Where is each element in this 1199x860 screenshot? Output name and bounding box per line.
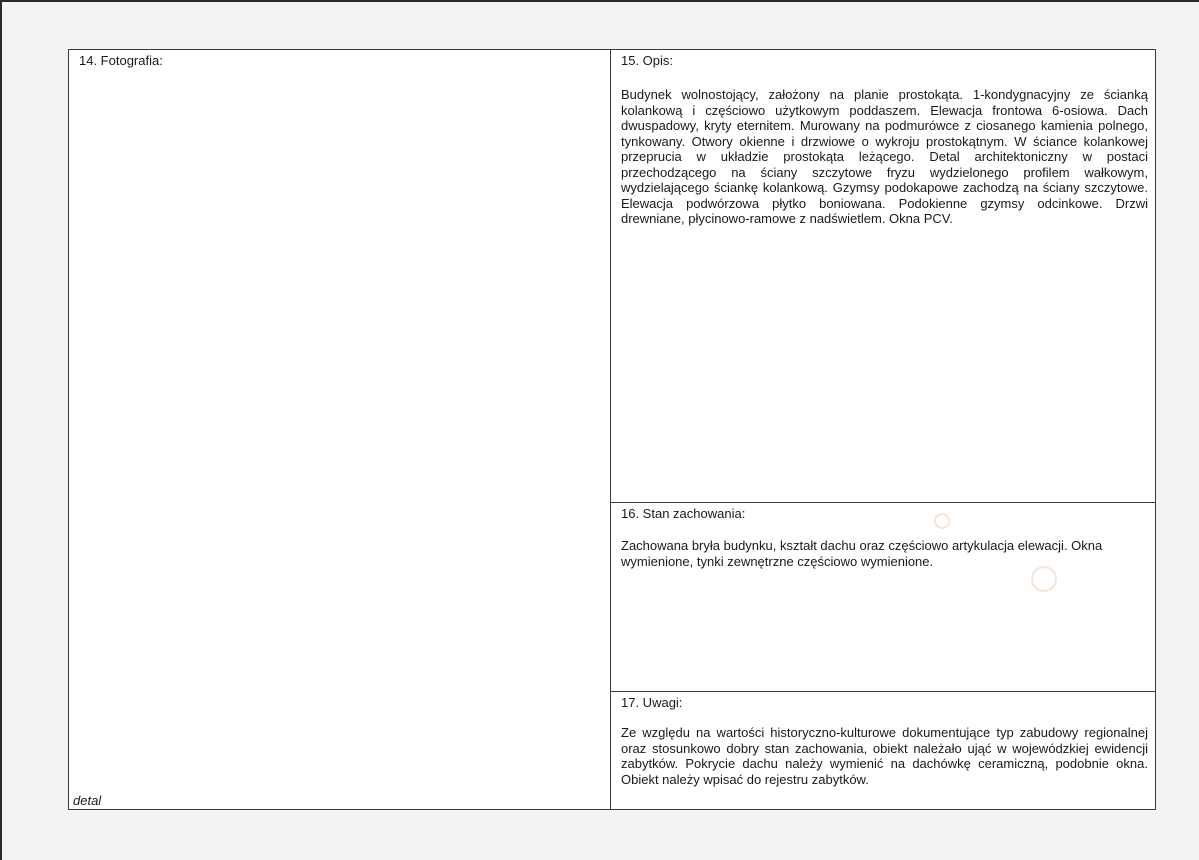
scan-edge-left (0, 0, 2, 860)
notes-text: Ze względu na wartości historyczno-kulturowe dokumentujące typ zabudowy regionalnej oraz stosunkowo dobry stan zachowania, obiekt należało ująć w wojewódzkiej ewidencji zabytków. Pokrycie dachu należy wymienić na dachówkę ceramiczną, podobnie okna. Obiekt należy wpisać do rejestru zabytków. (621, 725, 1148, 787)
condition-text: Zachowana bryła budynku, kształt dachu oraz częściowo artykulacja elewacji. Okna wymienione, tynki zewnętrzne częściowo wymienione. (621, 538, 1103, 569)
notes-label: 17. Uwagi: (621, 695, 683, 710)
paper-stain (1031, 566, 1057, 592)
notes-cell (611, 691, 1156, 810)
paper-stain (934, 513, 950, 529)
photo-caption: detal (73, 793, 102, 808)
photo-cell-label: 14. Fotografia: (79, 53, 163, 68)
scan-edge-top (0, 0, 1199, 2)
condition-cell (611, 502, 1156, 691)
description-label: 15. Opis: (621, 53, 674, 68)
condition-label: 16. Stan zachowania: (621, 506, 746, 521)
description-cell (611, 50, 1156, 502)
description-text: Budynek wolnostojący, założony na planie prostokąta. 1-kondygnacyjny ze ścianką kolankową i częściowo użytkowym poddaszem. Elewacja frontowa 6-osiowa. Dach dwuspadowy, kryty eternitem. Murowany na podmurówce z ciosanego kamienia polnego, tynkowany. Otwory okienne i drzwiowe o wykroju prostokątnym. W ściance kolankowej przeprucia w układzie prostokąta leżącego. Detal architektoniczny w postaci przechodzącego na ściany szczytowe fryzu wydzielonego profilem wałkowym, wydzielającego ściankę kolankową. Gzymsy podokapowe zachodzą na ściany szczytowe. Elewacja podwórzowa płytko boniowana. Podokienne gzymsy odcinkowe. Drzwi drewniane, płycinowo-ramowe z nadświetlem. Okna PCV. (621, 87, 1148, 226)
heritage-record-form (68, 49, 1156, 810)
